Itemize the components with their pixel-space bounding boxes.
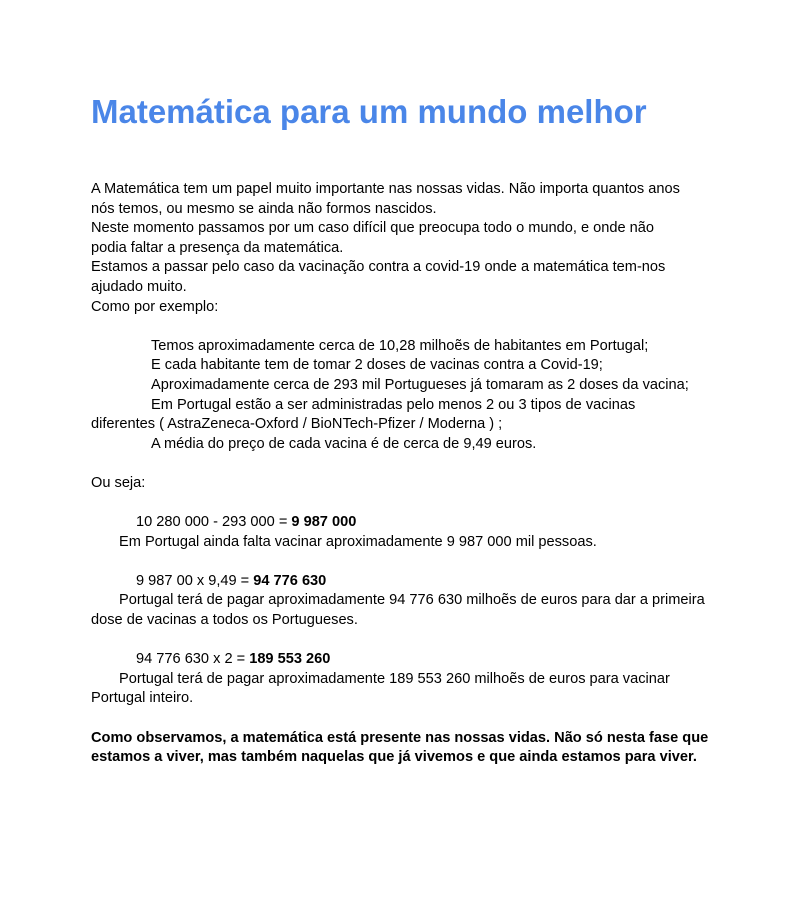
fact-line: Em Portugal estão a ser administradas pelo menos 2 ou 3 tipos de vacinas	[151, 396, 636, 413]
intro-line: Estamos a passar pelo caso da vacinação contra a covid-19 onde a matemática tem-nos	[91, 259, 666, 276]
calculation-line	[91, 650, 711, 670]
fact-line: E cada habitante tem de tomar 2 doses de vacinas contra a Covid-19;	[151, 357, 603, 374]
calculation-explanation: Portugal terá de pagar aproximadamente 94 776 630 milhoẽs de euros para dar a primeira dose de vacinas a todos os Portugueses.	[91, 592, 705, 629]
fact-line: Temos aproximadamente cerca de 10,28 milhoẽs de habitantes em Portugal;	[151, 337, 649, 354]
intro-line: Neste momento passamos por um caso difícil que preocupa todo o mundo, e onde não	[91, 220, 655, 237]
calculation-explanation: Portugal terá de pagar aproximadamente 189 553 260 milhoẽs de euros para vacinar Portugal inteiro.	[91, 670, 670, 707]
calculation-explanation: Em Portugal ainda falta vacinar aproximadamente 9 987 000 mil pessoas.	[119, 533, 597, 550]
document-title: Matemática para um mundo melhor	[91, 93, 647, 130]
fact-line: A média do preço de cada vacina é de cerca de 9,49 euros.	[151, 435, 537, 452]
calculation-line	[91, 572, 711, 592]
document-body	[91, 180, 711, 768]
fact-line: Aproximadamente cerca de 293 mil Portugueses já tomaram as 2 doses da vacina;	[151, 376, 689, 393]
intro-line: A Matemática tem um papel muito importante nas nossas vidas. Não importa quantos anos	[91, 181, 680, 197]
calculation-expression: 10 280 000 - 293 000 =	[136, 514, 292, 531]
calculation-expression: 9 987 00 x 9,49 =	[136, 572, 254, 589]
ou-seja-label: Ou seja:	[91, 474, 146, 491]
intro-line: podia faltar a presença da matemática.	[91, 239, 344, 256]
intro-line: ajudado muito.	[91, 278, 187, 295]
calculation-line	[91, 513, 711, 533]
conclusion-paragraph: Como observamos, a matemática está presente nas nossas vidas. Não só nesta fase que estamos a viver, mas também naquelas que já vivemos e que ainda estamos para viver.	[91, 729, 709, 766]
intro-line: nós temos, ou mesmo se ainda não formos nascidos.	[91, 200, 437, 217]
intro-line: Como por exemplo:	[91, 298, 219, 315]
calculation-result: 189 553 260	[249, 651, 331, 668]
calculation-result: 94 776 630	[253, 572, 327, 589]
calculation-expression: 94 776 630 x 2 =	[136, 651, 250, 668]
fact-line: diferentes ( AstraZeneca-Oxford / BioNTech-Pfizer / Moderna ) ;	[91, 416, 503, 433]
calculation-result: 9 987 000	[291, 514, 357, 531]
